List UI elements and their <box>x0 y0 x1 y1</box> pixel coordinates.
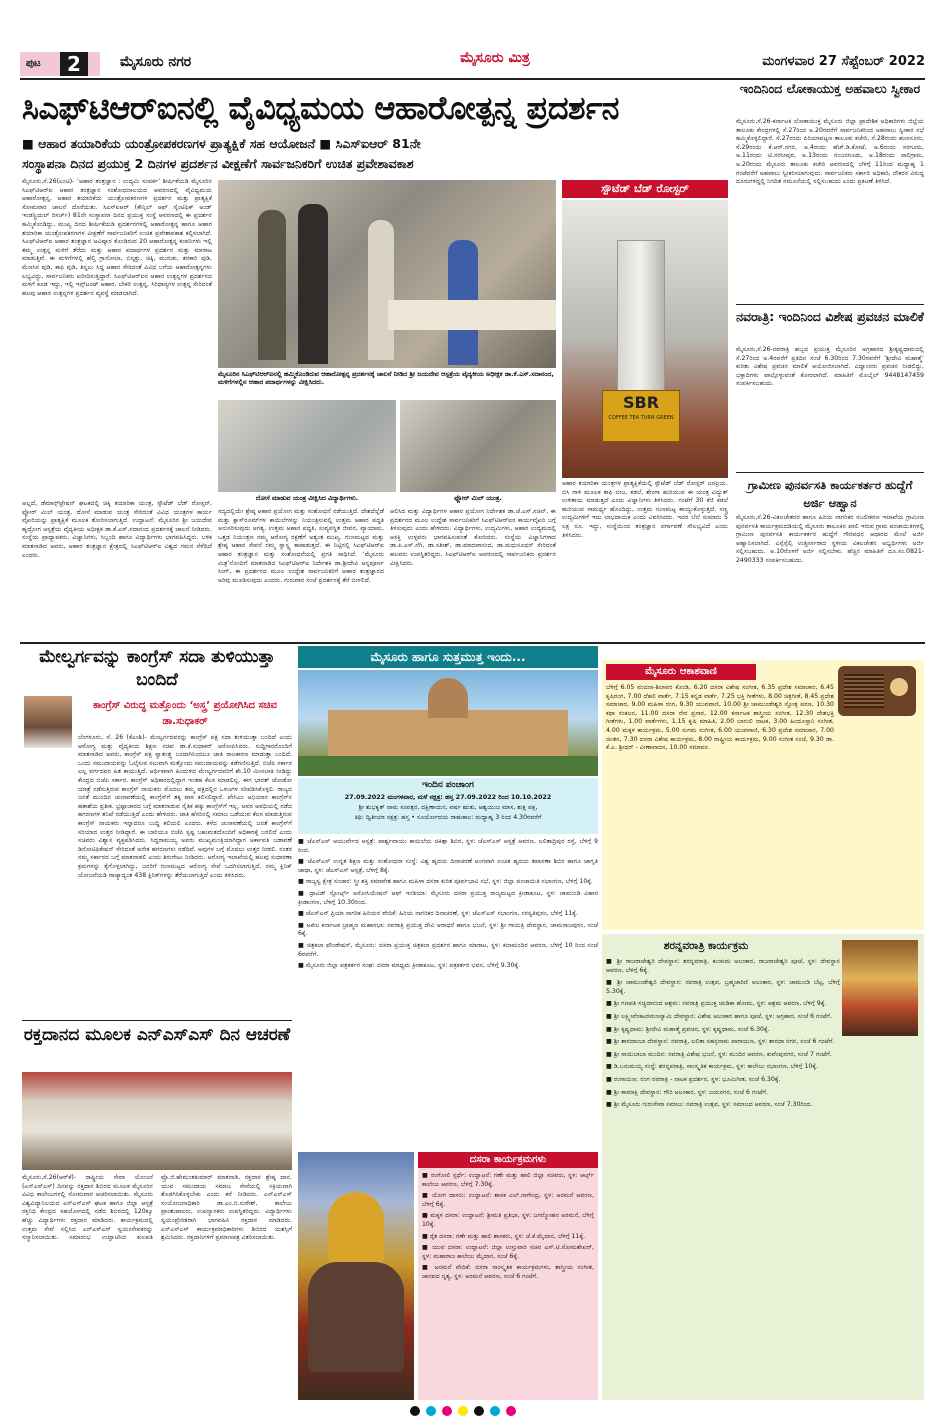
reg-mark <box>410 1406 420 1416</box>
temple-item: ■ ಶ್ರೀ ಚಾಮುಂಡೇಶ್ವರಿ ದೇವಸ್ಥಾನ: ನವರಾತ್ರಿ ಉತ್ಸವ, ಬ್ರಹ್ಮಚಾರಿಣಿ ಅಲಂಕಾರ, ಸ್ಥಳ: ಚಾಮುಂಡಿ ಬೆಟ್ಟ, ಬೆಳಿಗ್ಗೆ 5.30ಕ್ಕೆ. <box>606 979 840 995</box>
flour-mill-photo <box>400 400 556 492</box>
radio-dial <box>890 678 908 696</box>
panchanga-line-2: ಶ್ರೀ ಶುಭಕೃತ್ ನಾಮ ಸಂವತ್ಸರ, ದಕ್ಷಿಣಾಯನ, ವರ್ಷ ಋತು, ಆಶ್ವಯುಜ ಮಾಸ, ಶುಕ್ಲ ಪಕ್ಷ, <box>358 804 538 811</box>
roaster-brand-sub: COFFEE TEA TURN GREEN <box>608 415 674 421</box>
minister-photo <box>24 696 72 748</box>
event-item: ■ ಜೆಎಸ್‌ಎಸ್ ಉನ್ನತ ಶಿಕ್ಷಣ ಮತ್ತು ಸಂಶೋಧನಾ ಸಂಸ್ಥೆ: ವಿಶ್ವ ಹೃದಯ ದಿನಾಚರಣೆ ಅಂಗವಾಗಿ ಉಚಿತ ಹೃದಯ ತಪಾಸಣಾ ಶಿಬಿರ ಹಾಗೂ ಜಾಗೃತಿ ಜಾಥಾ, ಸ್ಥಳ: ಜೆಎಸ್‌ಎಸ್ ಆಸ್ಪತ್ರೆ, ಬೆಳಿಗ್ಗೆ 8ಕ್ಕೆ. <box>298 858 598 874</box>
temple-item: ■ ಶ್ರೀ ಶಾರದಾಂಬಾ ದೇವಸ್ಥಾನ: ನವರಾತ್ರಿ, ಲಲಿತಾ ಸಹಸ್ರನಾಮ ಪಾರಾಯಣ, ಸ್ಥಳ: ಶಾರದಾ ನಗರ, ಸಂಜೆ 6 ಗಂಟೆಗೆ. <box>606 1038 835 1046</box>
paper-name: ಮೈಸೂರು ಮಿತ್ರ <box>460 50 530 66</box>
temple-item: ■ ಡಿ.ಬನುಮಯ್ಯ ಸಂಸ್ಥೆ: ಶರನ್ನವರಾತ್ರಿ, ಸಾಂಸ್ಕೃತಿಕ ಕಾರ್ಯಕ್ರಮ, ಸ್ಥಳ: ಕಾಲೇಜು ಸಭಾಂಗಣ, ಬೆಳಿಗ್ಗೆ 10ಕ್ಕೆ. <box>606 1063 818 1071</box>
reg-mark <box>490 1406 500 1416</box>
temple-item: ■ ಶ್ರೀ ಕೃಷ್ಣಧಾಮ: ಶ್ರೀದೇವಿ ಮಹಾತ್ಮೆ ಪ್ರವಚನ, ಸ್ಥಳ: ಕೃಷ್ಣಧಾಮ, ಸಂಜೆ 6.30ಕ್ಕೆ. <box>606 1025 770 1033</box>
event-item: ■ ಅಖಿಲ ಕರ್ನಾಟಕ ಬ್ರಾಹ್ಮಣ ಮಹಾಸಭಾ: ನವರಾತ್ರಿ ಪ್ರಯುಕ್ತ ದೇವಿ ಆರಾಧನೆ ಹಾಗೂ ಭಜನೆ, ಸ್ಥಳ: ಶ್ರೀ ಗಾಯತ್ರಿ ದೇವಸ್ಥಾನ, ಚಾಮರಾಜಪುರಂ, ಸಂಜೆ 6ಕ್ಕೆ. <box>298 921 598 938</box>
lead-body-col2: ಅಲ್ಲದೆ, ಡೆಮಾನ್ಸ್‌ಟ್ರೇಷನ್ ಘಟಕದಲ್ಲಿ ಚಿಕ್ಕಿ ತಯಾರಿಕಾ ಯಂತ್ರ, ಸ್ಪೌಟೆಡ್ ಬೆಡ್ ರೋಸ್ಟರ್, ಫ್ಲೋರ್ ಮಿಲ್ ಯಂತ್ರ, ದೋಸೆ ಮಾಡುವ ಯಂತ್ರ ಸೇರಿದಂತೆ ವಿವಿಧ ಯಂತ್ರಗಳ ಕಾರ್ಯ ವೈಖರಿಯನ್ನು ಪ್ರಾತ್ಯಕ್ಷಿಕೆ ಮೂಲಕ ತೋರಿಸಲಾಗುತ್ತಿದೆ. ಉದ್ಘಾಟನೆ: ಮೈಸೂರಿನ ಶ್ರೀ ಜಯದೇವ ಹೃದ್ರೋಗ ಆಸ್ಪತ್ರೆಯ ವೈದ್ಯಕೀಯ ಅಧೀಕ್ಷಕ ಡಾ.ಕೆ.ಎಸ್.ಸದಾನಂದ ಪ್ರದರ್ಶನಕ್ಕೆ ಚಾಲನೆ ನೀಡಿದರು. ಸಂಸ್ಥೆಯ ಪ್ರಾಧ್ಯಾಪಕರು, ವಿಜ್ಞಾನಿಗಳು, ಸಿಬ್ಬಂದಿ ಹಾಗೂ ವಿದ್ಯಾರ್ಥಿಗಳು ಭಾಗವಹಿಸಿದ್ದರು. ಬಳಿಕ ಮಾತನಾಡಿದ ಅವರು, ಆಹಾರ ತಂತ್ರಜ್ಞಾನ ಕ್ಷೇತ್ರದಲ್ಲಿ ಸಿಎಫ್‌ಟಿಆರ್‌ಐ ವಿಶ್ವದ ಗಮನ ಸೆಳೆದಿದೆ ಎಂದರು. <box>22 500 212 559</box>
temple-item: ■ ಶ್ರೀ ಲಕ್ಷ್ಮೀವೆಂಕಟರಮಣಸ್ವಾಮಿ ದೇವಸ್ಥಾನ: ವಿಶೇಷ ಅಲಂಕಾರ ಹಾಗೂ ಪೂಜೆ, ಸ್ಥಳ: ಅಗ್ರಹಾರ, ಸಂಜೆ 6 ಗಂಟೆಗೆ. <box>606 1012 832 1020</box>
temple-item: ■ ಶ್ರೀ ಸಾಯಿಬಾಬಾ ಮಂದಿರ: ನವರಾತ್ರಿ ವಿಶೇಷ ಭಜನೆ, ಸ್ಥಳ: ಮಂದಿರ ಆವರಣ, ಕುವೆಂಪುನಗರ, ಸಂಜೆ 7 ಗಂಟೆಗೆ. <box>606 1050 832 1058</box>
radio-speaker <box>844 674 884 708</box>
lead-headline: ಸಿಎಫ್‌ಟಿಆರ್‌ಐನಲ್ಲಿ ವೈವಿಧ್ಯಮಯ ಆಹಾರೋತ್ಪನ್ನ ಪ್ರದರ್ಶನ <box>22 89 619 127</box>
nss-headline: ರಕ್ತದಾನದ ಮೂಲಕ ಎನ್‌ಎಸ್‌ಎಸ್ ದಿನ ಆಚರಣೆ <box>23 1025 291 1045</box>
section-name: ಮೈಸೂರು ನಗರ <box>120 54 192 70</box>
dasara-item: ■ ಅರಮನೆ ವೇದಿಕೆ: ದಸರಾ ಸಾಂಸ್ಕೃತಿಕ ಕಾರ್ಯಕ್ರಮಗಳು, ಶಾಸ್ತ್ರೀಯ ಸಂಗೀತ, ಜಾನಪದ ನೃತ್ಯ, ಸ್ಥಳ: ಅರಮನೆ ಆವರಣ, ಸಂಜೆ 6 ಗಂಟೆಗೆ. <box>422 1264 594 1280</box>
lead-body-col4: ಆಲಿಸಿದ ಮತ್ತು ವಿದ್ಯಾರ್ಥಿಗಳ ಆಹಾರ ಪ್ರಯೋಗ ನಿರ್ದೇಶಕ ಡಾ.ಜೆ.ಎಸ್.ಸಚಿನ್, ಈ ಪ್ರದರ್ಶನದ ಮೂಲ ಉದ್ದೇಶ ಸಾರ್ವಜನಿಕರಿಗೆ ಸಿಎಫ್‌ಟಿಆರ್‌ಐನ ಕಾರ್ಯವೈಖರಿ ಬಗ್ಗೆ ತಿಳಿಸುವುದು ಎಂದು ಹೇಳಿದರು. ವಿದ್ಯಾರ್ಥಿಗಳು, ಉದ್ಯಮಿಗಳು, ಆಹಾರ ಉದ್ಯಮದಲ್ಲಿ ಆಸಕ್ತಿ ಉಳ್ಳವರು ಭಾಗವಹಿಸುವಂತೆ ಕೋರಿದರು. ಸಂಸ್ಥೆಯ ವಿಜ್ಞಾನಿಗಳಾದ ಡಾ.ಪಿ.ಎಸ್.ನೆಗಿ, ಡಾ.ಸತೀಶ್, ಡಾ.ಮಾದವಾನಂದ, ಡಾ.ಮಧುಸೂಧನ್ ಸೇರಿದಂತೆ ಹಲವರು ಉಪಸ್ಥಿತರಿದ್ದರು. ಸಿಎಫ್‌ಟಿಆರ್‌ಐ ಆವರಣದಲ್ಲಿ ಸಾರ್ವಜನಿಕರು ಪ್ರದರ್ಶನ ವೀಕ್ಷಿಸಿದರು. <box>390 508 556 567</box>
radio-body: ಬೆಳಿಗ್ಗೆ 6.05 ವಂದನಾ-ಶಿಲಾವರ ಕೊಂಡಿ, 6.20 ದಸರಾ ವಿಶೇಷ ಸಂಗೀತ, 6.35 ಪ್ರದೇಶ ಸಮಾಚಾರ, 6.45 ಕೃಷಿರಂಗ, 7.00 ದೆಹಲಿ ವಾರ್ತೆ, 7.15 ಕನ್ನಡ ವಾರ್ತೆ, 7.25 ಭಕ್ತಿ ಗೀತೆಗಳು, 8.00 ಚಿತ್ರಗೀತೆ, 8.45 ಪ್ರದೇಶ ಸಮಾಚಾರ, 9.00 ಮಹಿಳಾ ರಂಗ, 9.30 ಯುವವಾಣಿ, 10.00 ಶ್ರೀ ಚಾಮುಂಡೇಶ್ವರಿ ಸ್ತೋತ್ರ ಪಠಣ, 10.30 ಕಥಾ ಸಂಕಲನ, 11.00 ದಸರಾ ನೇರ ಪ್ರಸಾರ, 12.00 ಕರ್ನಾಟಕ ಶಾಸ್ತ್ರೀಯ ಸಂಗೀತ, 12.30 ದೇಶಭಕ್ತಿ ಗೀತೆಗಳು, 1.00 ವಾರ್ತೆಗಳು, 1.15 ಕೃಷಿ ಮಾಹಿತಿ, 2.00 ಬಾನುಲಿ ನಾಟಕ, 3.00 ಹಿಂದೂಸ್ತಾನಿ ಸಂಗೀತ, 4.00 ಮಕ್ಕಳ ಕಾರ್ಯಕ್ರಮ, 5.00 ಸುಗಮ ಸಂಗೀತ, 6.00 ಯುವವಾಣಿ, 6.30 ಪ್ರದೇಶ ಸಮಾಚಾರ, 7.00 ಚಿಂತನ, 7.30 ದಸರಾ ವಿಶೇಷ ಕಾರ್ಯಕ್ರಮ, 8.00 ರಾಷ್ಟ್ರೀಯ ಕಾರ್ಯಕ್ರಮ, 9.00 ಸಂಗೀತ ಸಂಜೆ, 9.30 ಡಾ. ಕೆ.ಎ. ಶ್ರೀಧರ್ - ವೀಣಾವಾದನ, 10.00 ಸಮಾಪನ. <box>606 684 834 752</box>
panchanga-line-1: 27.09.2022 ಮಂಗಳವಾರ, ಮಳೆ ನಕ್ಷತ್ರ: ಹಸ್ತ 27.09.2022 ರಿಂದ 10.10.2022 <box>344 793 552 801</box>
temple-items <box>606 958 920 1398</box>
temple-title: ಶರನ್ನವರಾತ್ರಿ ಕಾರ್ಯಕ್ರಮ <box>663 940 749 952</box>
lead-subhead-1: ■ ಆಹಾರ ತಯಾರಿಕೆಯ ಯಂತ್ರೋಪಕರಣಗಳ ಪ್ರಾತ್ಯಕ್ಷಿಕೆ ಸಹ ಆಯೋಜನೆ ■ ಸಿಎಸ್‌ಐಆರ್ 81ನೇ <box>22 136 421 151</box>
roaster-box <box>562 180 728 638</box>
temple-item: ■ ಶ್ರೀ ರಾಜರಾಜೇಶ್ವರಿ ದೇವಸ್ಥಾನ: ಶರನ್ನವರಾತ್ರಿ, ಕುಂಕುಮ ಅಲಂಕಾರ, ರಾಜರಾಜೇಶ್ವರಿ ಪೂಜೆ, ಸ್ಥಳ: ದೇವಸ್ಥಾನ ಆವರಣ, ಬೆಳಿಗ್ಗೆ 6ಕ್ಕೆ. <box>606 958 840 974</box>
congress-headline: ಮೇಲ್ವರ್ಗವನ್ನು ಕಾಂಗ್ರೆಸ್ ಸದಾ ತುಳಿಯುತ್ತಾ ಬಂದಿದೆ <box>39 647 275 690</box>
panchanga-title: ಇಂದಿನ ಪಂಚಾಂಗ <box>422 780 474 790</box>
dasara-item: ■ ರಂಗೋಲಿ ಸ್ಪರ್ಧೆ: ಉದ್ಘಾಟನೆ: ಗಣೇ ಮತ್ತು ಹಾಲಿ ಜಿಲ್ಲಾ ಸಚಿವರು, ಸ್ಥಳ: ಆರ್ಟ್ಸ್ ಕಾಲೇಜು ಆವರಣ, ಬೆಳಿಗ್ಗೆ 7.30ಕ್ಕೆ. <box>422 1172 594 1188</box>
navaratri-headline: ನವರಾತ್ರಿ: ಇಂದಿನಿಂದ ವಿಶೇಷ ಪ್ರವಚನ ಮಾಲಿಕೆ <box>736 309 924 324</box>
dasara-title: ದಸರಾ ಕಾರ್ಯಕ್ರಮಗಳು <box>418 1152 598 1168</box>
lokayukta-story <box>736 76 924 300</box>
dosa-machine-photo <box>218 400 396 492</box>
today-banner: ಮೈಸೂರು ಹಾಗೂ ಸುತ್ತಮುತ್ತ ಇಂದು... <box>298 646 598 668</box>
page-number-badge <box>20 52 100 76</box>
right-rule-1 <box>736 304 924 305</box>
page-no: 2 <box>60 52 88 76</box>
masthead <box>20 48 925 78</box>
dasara-item: ■ ಯುವ ದಸರಾ: ಉದ್ಘಾಟನೆ: ಜಿಲ್ಲಾ ಉಸ್ತುವಾರಿ ಸಚಿವ ಎಸ್.ಟಿ.ಸೋಮಶೇಖರ್, ಸ್ಥಳ: ಮಹಾರಾಜ ಕಾಲೇಜು ಮೈದಾನ, ಸಂಜೆ 6ಕ್ಕೆ. <box>422 1244 594 1260</box>
event-item: ■ ಚಿತ್ರಕಲಾ ಫೌಂಡೇಷನ್, ಮೈಸೂರು: ದಸರಾ ಪ್ರಯುಕ್ತ ಚಿತ್ರಕಲಾ ಪ್ರದರ್ಶನ ಹಾಗೂ ಮಾರಾಟ, ಸ್ಥಳ: ಕಲಾಮಂದಿರ ಆವರಣ, ಬೆಳಿಗ್ಗೆ 10 ರಿಂದ ಸಂಜೆ 6ರವರೆಗೆ. <box>298 941 598 958</box>
section-rule <box>20 642 925 644</box>
reg-mark <box>426 1406 436 1416</box>
dasara-elephant <box>308 1262 404 1372</box>
roaster-label: ಸ್ಪೌಟೆಡ್ ಬೆಡ್ ರೋಸ್ಟರ್ <box>562 180 728 198</box>
dasara-items <box>422 1172 594 1400</box>
radio-set-icon <box>838 666 916 716</box>
event-item: ■ ಜೆಎಸ್‌ಎಸ್ ಪ್ರಿಯಾ ನಾಗರಿಕ ಹಿರಿಯರ ವೇದಿಕೆ: ಹಿರಿಯ ನಾಗರಿಕರ ದಿನಾಚರಣೆ, ಸ್ಥಳ: ಜೆಎಸ್‌ಎಸ್ ಸಭಾಂಗಣ, ಸರಸ್ವತಿಪುರಂ, ಬೆಳಿಗ್ಗೆ 11ಕ್ಕೆ. <box>298 910 578 918</box>
temple-item: ■ ಶ್ರೀ ಮೈಸೂರು ಗುರುಸೇವಾ ಸಮಾಜ: ನವರಾತ್ರಿ ಉತ್ಸವ, ಸ್ಥಳ: ಸಮಾಜದ ಆವರಣ, ಸಂಜೆ 7.30ರಿಂದ. <box>606 1101 813 1109</box>
lokayukta-headline: ಇಂದಿನಿಂದ ಲೋಕಾಯುಕ್ತ ಅಹವಾಲು ಸ್ವೀಕಾರ <box>739 81 921 96</box>
right-rule-2 <box>736 472 924 473</box>
temple-item: ■ ರಂಗಾಯಣ: ರಂಗ ನವರಾತ್ರಿ - ನಾಟಕ ಪ್ರದರ್ಶನ, ಸ್ಥಳ: ಭೂಮಿಗೀತ, ಸಂಜೆ 6.30ಕ್ಕೆ. <box>606 1075 781 1083</box>
dasara-box <box>418 1152 598 1400</box>
temple-item: ■ ಶ್ರೀ ಕಾಮಾಕ್ಷಿ ದೇವಸ್ಥಾನ: ಗೌರಿ ಅಲಂಕಾರ, ಸ್ಥಳ: ಜಯನಗರ, ಸಂಜೆ 6 ಗಂಟೆಗೆ. <box>606 1088 768 1096</box>
dasara-item: ■ ಮಕ್ಕಳ ದಸರಾ: ಉದ್ಘಾಟನೆ: ಶ್ರೀಮತಿ ಪ್ರತಿಭಾ, ಸ್ಥಳ: ಜಗನ್ಮೋಹನ ಅರಮನೆ, ಬೆಳಿಗ್ಗೆ 10ಕ್ಕೆ. <box>422 1212 594 1228</box>
radio-title: ಮೈಸೂರು ಆಕಾಶವಾಣಿ <box>606 664 756 680</box>
dasara-item: ■ ಯೋಗ ದಾಸರು: ಉದ್ಘಾಟನೆ: ಶಾಸಕ ಎಲ್.ನಾಗೇಂದ್ರ, ಸ್ಥಳ: ಅರಮನೆ ಆವರಣ, ಬೆಳಿಗ್ಗೆ 6ಕ್ಕೆ. <box>422 1192 594 1208</box>
roaster-photo <box>562 200 728 478</box>
lokayukta-body: ಮೈಸೂರು,ಸೆ.26-ಕರ್ನಾಟಕ ಲೋಕಾಯುಕ್ತ ಮೈಸೂರು ಜಿಲ್ಲಾ ಪ್ರಾದೇಶಿಕ ಅಧಿಕಾರಿಗಳು ಜಿಲ್ಲೆಯ ತಾಲೂಕು ಕೇಂದ್ರಗಳಲ್ಲಿ ಸೆ.27ರಿಂದ ಅ.20ರವರೆಗೆ ಸಾರ್ವಜನಿಕರಿಂದ ಅಹವಾಲು ಸ್ವೀಕಾರ ಸಭೆ ಹಮ್ಮಿಕೊಳ್ಳಲಿದ್ದಾರೆ. ಸೆ.27ರಂದು ಪಿರಿಯಾಪಟ್ಟಣ ತಾಲೂಕು ಕಚೇರಿ, ಸೆ.28ರಂದು ಹುಣಸೂರು, ಸೆ.29ರಂದು ಕೆ.ಆರ್.ನಗರ, ಅ.4ರಂದು ಹೆಚ್.ಡಿ.ಕೋಟೆ, ಅ.6ರಂದು ಸರಗೂರು, ಅ.11ರಂದು ಟಿ.ನರಸೀಪುರ, ಅ.13ರಂದು ನಂಜನಗೂಡು, ಅ.18ರಂದು ಸಾಲಿಗ್ರಾಮ, ಅ.20ರಂದು ಮೈಸೂರು ತಾಲೂಕು ಕಚೇರಿ ಆವರಣದಲ್ಲಿ ಬೆಳಿಗ್ಗೆ 11ರಿಂದ ಮಧ್ಯಾಹ್ನ 1 ಗಂಟೆವರೆಗೆ ಅಹವಾಲು ಸ್ವೀಕರಿಸಲಾಗುವುದು. ಸಾರ್ವಜನಿಕರು ಸರ್ಕಾರಿ ಅಧಿಕಾರಿ, ನೌಕರರ ವಿರುದ್ಧ ದೂರುಗಳಿದ್ದಲ್ಲಿ ನಿಗದಿತ ನಮೂನೆಯಲ್ಲಿ ಸಲ್ಲಿಸಬಹುದು ಎಂದು ಪ್ರಕಟಣೆ ತಿಳಿಸಿದೆ. <box>736 118 924 186</box>
photo-figure-1 <box>258 210 286 360</box>
palace-dome <box>428 678 468 718</box>
panchanga-line-3: ತಿಥಿ: ದ್ವಿತೀಯಾ ನಕ್ಷತ್ರ: ಹಸ್ತ • ಸೂರ್ಯೋದಯ ರಾಹುಕಾಲ: ಮಧ್ಯಾಹ್ನ 3 ರಿಂದ 4.30ರವರೆಗೆ <box>354 814 542 821</box>
lead-subhead-2: ಸಂಸ್ಥಾಪನಾ ದಿನದ ಪ್ರಯುಕ್ತ 2 ದಿನಗಳ ಪ್ರದರ್ಶನ ವೀಕ್ಷಣೆಗೆ ಸಾರ್ವಜನಿಕರಿಗೆ ಉಚಿತ ಪ್ರವೇಶಾವಕಾಶ <box>22 156 414 171</box>
congress-body: ಬೆಂಗಳೂರು, ಸೆ. 26 (ಕೆಎಂಶಿ)- ಮೇಲ್ವರ್ಗದವರನ್ನು ಕಾಂಗ್ರೆಸ್ ಪಕ್ಷ ಸದಾ ತುಳಿಯುತ್ತಾ ಬಂದಿದೆ ಎಂದು ಆರೋಗ್ಯ ಮತ್ತು ವೈದ್ಯಕೀಯ ಶಿಕ್ಷಣ ಸಚಿವ ಡಾ.ಕೆ.ಸುಧಾಕರ್ ಆರೋಪಿಸಿದರು. ಸುದ್ದಿಗಾರರೊಂದಿಗೆ ಮಾತನಾಡಿದ ಅವರು, ಕಾಂಗ್ರೆಸ್ ಪಕ್ಷ ಸ್ವಾತಂತ್ರ್ಯ ಬಂದಾಗಿನಿಂದಲೂ ಜಾತಿ ರಾಜಕಾರಣ ಮಾಡುತ್ತಾ ಬಂದಿದೆ. ಒಂದು ಸಮುದಾಯವನ್ನು ಓಲೈಸುವ ಸಲುವಾಗಿ ಮತ್ತೊಂದು ಸಮುದಾಯವನ್ನು ಕಡೆಗಣಿಸುತ್ತಿದೆ. ಬಿಜೆಪಿ ಸರ್ಕಾರ ಎಲ್ಲ ವರ್ಗದವರ ಹಿತ ಕಾಯುತ್ತಿದೆ. ಆರ್ಥಿಕವಾಗಿ ಹಿಂದುಳಿದ ಮೇಲ್ವರ್ಗದವರಿಗೆ ಶೇ.10 ಮೀಸಲಾತಿ ನೀಡಿದ್ದು ಕೇಂದ್ರದ ಬಿಜೆಪಿ ಸರ್ಕಾರ. ಕಾಂಗ್ರೆಸ್ ಅಧಿಕಾರದಲ್ಲಿದ್ದಾಗ ಇಂತಹ ಕೆಲಸ ಮಾಡಲಿಲ್ಲ. ಈಗ ಭಾರತ್ ಜೋಡೋ ಯಾತ್ರೆ ನಡೆಸುತ್ತಿರುವ ಕಾಂಗ್ರೆಸ್ ನಾಯಕರು ಮೊದಲು ತಮ್ಮ ಪಕ್ಷದಲ್ಲಿನ ಒಳಜಗಳ ಸರಿಪಡಿಸಿಕೊಳ್ಳಲಿ. ರಾಜ್ಯದ ಜನತೆ ಮುಂದಿನ ಚುನಾವಣೆಯಲ್ಲಿ ಕಾಂಗ್ರೆಸ್‌ಗೆ ತಕ್ಕ ಪಾಠ ಕಲಿಸಲಿದ್ದಾರೆ. ಪೇಸಿಎಂ ಅಭಿಯಾನ ಕಾಂಗ್ರೆಸ್‌ನ ಹತಾಶೆಯ ಪ್ರತೀಕ. ಭ್ರಷ್ಟಾಚಾರದ ಬಗ್ಗೆ ಮಾತನಾಡುವ ನೈತಿಕ ಹಕ್ಕು ಕಾಂಗ್ರೆಸ್‌ಗೆ ಇಲ್ಲ. ಅವರ ಅವಧಿಯಲ್ಲಿ ನಡೆದ ಹಗರಣಗಳ ತನಿಖೆ ನಡೆಯುತ್ತಿದೆ ಎಂದು ಹೇಳಿದರು. ಜಾತಿ ಹೆಸರಿನಲ್ಲಿ ಸಮಾಜ ಒಡೆಯುವ ಕೆಲಸ ಮಾಡುತ್ತಿರುವ ಕಾಂಗ್ರೆಸ್ ನಾಯಕರು ಇನ್ನಾದರೂ ಬುದ್ಧಿ ಕಲಿಯಲಿ ಎಂದರು. ಕಳೆದ ಚುನಾವಣೆಯಲ್ಲಿ ಜನತೆ ಕಾಂಗ್ರೆಸ್‌ಗೆ ಸರಿಯಾದ ಉತ್ತರ ನೀಡಿದ್ದಾರೆ. ಈ ಬಾರಿಯೂ ಬಿಜೆಪಿ ಸ್ಪಷ್ಟ ಬಹುಮತದೊಂದಿಗೆ ಅಧಿಕಾರಕ್ಕೆ ಬರಲಿದೆ ಎಂದು ಸಚಿವರು ವಿಶ್ವಾಸ ವ್ಯಕ್ತಪಡಿಸಿದರು. ಸಿದ್ದರಾಮಯ್ಯ ಅವರು ಮುಖ್ಯಮಂತ್ರಿಯಾಗಿದ್ದಾಗ ಅರ್ಕಾವತಿ ಬಡಾವಣೆ ಡಿನೋಟಿಫಿಕೇಷನ್ ಸೇರಿದಂತೆ ಅನೇಕ ಹಗರಣಗಳು ನಡೆದಿವೆ. ಅವುಗಳ ಬಗ್ಗೆ ಮೊದಲು ಉತ್ತರ ನೀಡಲಿ. ನಂತರ ನಮ್ಮ ಸರ್ಕಾರದ ಬಗ್ಗೆ ಮಾತನಾಡಲಿ ಎಂದು ತಿರುಗೇಟು ನೀಡಿದರು. ಆರೋಗ್ಯ ಇಲಾಖೆಯಲ್ಲಿ ಹಲವು ಸುಧಾರಣಾ ಕ್ರಮಗಳನ್ನು ಕೈಗೊಳ್ಳಲಾಗಿದ್ದು, ಜನರಿಗೆ ಗುಣಮಟ್ಟದ ಆರೋಗ್ಯ ಸೇವೆ ಒದಗಿಸಲಾಗುತ್ತಿದೆ. ನಮ್ಮ ಕ್ಲಿನಿಕ್ ಯೋಜನೆಯಡಿ ರಾಜ್ಯಾದ್ಯಂತ 438 ಕ್ಲಿನಿಕ್‌ಗಳನ್ನು ತೆರೆಯಲಾಗುತ್ತಿದೆ ಎಂದು ತಿಳಿಸಿದರು. <box>78 734 292 879</box>
photo-figure-2 <box>298 204 328 364</box>
temple-item: ■ ಶ್ರೀ ಗಣಪತಿ ಸಚ್ಚಿದಾನಂದ ಆಶ್ರಮ: ನವರಾತ್ರಿ ಪ್ರಯುಕ್ತ ಚಂಡಿಕಾ ಹೋಮ, ಸ್ಥಳ: ಆಶ್ರಮ ಆವರಣ, ಬೆಳಿಗ್ಗೆ 9ಕ್ಕೆ. <box>606 1000 827 1008</box>
color-registration-bar <box>410 1406 530 1416</box>
reg-mark <box>442 1406 452 1416</box>
palace-lawn <box>298 756 598 776</box>
roaster-brand-plate <box>602 390 680 442</box>
temple-box <box>602 934 924 1400</box>
event-item: ■ ಮೈಸೂರು ಜಿಲ್ಲಾ ಪತ್ರಕರ್ತರ ಸಂಘ: ದಸರಾ ಮಾಧ್ಯಮ ಕ್ರೀಡಾಕೂಟ, ಸ್ಥಳ: ಪತ್ರಕರ್ತರ ಭವನ, ಬೆಳಿಗ್ಗೆ 9.30ಕ್ಕೆ. <box>298 962 521 970</box>
events-list <box>298 838 598 1148</box>
page-label: ಪುಟ <box>26 58 41 69</box>
rehab-headline: ಗ್ರಾಮೀಣ ಪುನರ್ವಸತಿ ಕಾರ್ಯಕರ್ತರ ಹುದ್ದೆಗೆ ಅರ್ಜಿ ಆಹ್ವಾನ <box>747 478 913 510</box>
panchanga-box <box>298 778 598 834</box>
roaster-brand: SBR <box>622 393 660 412</box>
dasara-howdah <box>328 1192 384 1262</box>
photo-table <box>388 300 556 330</box>
navaratri-story <box>736 308 924 468</box>
reg-mark <box>474 1406 484 1416</box>
palace-photo <box>298 670 598 776</box>
rehab-story <box>736 476 924 638</box>
nss-body: ಮೈಸೂರು,ಸೆ.26(ಆರ್‌ಕೆ)- ರಾಷ್ಟ್ರೀಯ ಸೇವಾ ಯೋಜನೆ (ಎನ್‌ಎಸ್‌ಎಸ್) ದಿನವನ್ನು ರಕ್ತದಾನ ಶಿಬಿರದ ಮೂಲಕ ಮೈಸೂರಿನ ವಿವಿಧ ಕಾಲೇಜುಗಳಲ್ಲಿ ಸೋಮವಾರ ಆಚರಿಸಲಾಯಿತು. ಮೈಸೂರು ವಿಶ್ವವಿದ್ಯಾನಿಲಯದ ಎನ್‌ಎಸ್‌ಎಸ್ ಘಟಕ ಹಾಗೂ ಜಿಲ್ಲಾ ಆಸ್ಪತ್ರೆ ರಕ್ತನಿಧಿ ಕೇಂದ್ರದ ಸಹಯೋಗದಲ್ಲಿ ನಡೆದ ಶಿಬಿರದಲ್ಲಿ 120ಕ್ಕೂ ಹೆಚ್ಚು ವಿದ್ಯಾರ್ಥಿಗಳು ರಕ್ತದಾನ ಮಾಡಿದರು. ಕಾರ್ಯಕ್ರಮದಲ್ಲಿ ಉತ್ತಮ ಸೇವೆ ಸಲ್ಲಿಸಿದ ಎನ್‌ಎಸ್‌ಎಸ್ ಸ್ವಯಂಸೇವಕರನ್ನು ಸನ್ಮಾನಿಸಲಾಯಿತು. ಸಮಾರಂಭ ಉದ್ಘಾಟಿಸಿದ ಕುಲಪತಿ ಪ್ರೊ.ಜಿ.ಹೇಮಂತಕುಮಾರ್ ಮಾತನಾಡಿ, ರಕ್ತದಾನ ಶ್ರೇಷ್ಠ ದಾನ. ಯುವ ಸಮುದಾಯ ಸಮಾಜ ಸೇವೆಯಲ್ಲಿ ಸಕ್ರಿಯವಾಗಿ ತೊಡಗಿಸಿಕೊಳ್ಳಬೇಕು ಎಂದು ಕರೆ ನೀಡಿದರು. ಎನ್‌ಎಸ್‌ಎಸ್ ಸಂಯೋಜನಾಧಿಕಾರಿ ಡಾ.ಎಂ.ಬಿ.ಸುರೇಶ್, ಕಾಲೇಜು ಪ್ರಾಂಶುಪಾಲರು, ಉಪನ್ಯಾಸಕರು ಉಪಸ್ಥಿತರಿದ್ದರು. ವಿದ್ಯಾರ್ಥಿಗಳು ಸ್ವಯಂಪ್ರೇರಿತರಾಗಿ ಭಾಗವಹಿಸಿ ರಕ್ತದಾನ ಮಾಡಿದರು. ಎನ್‌ಎಸ್‌ಎಸ್ ಕಾರ್ಯಕ್ರಮಾಧಿಕಾರಿಗಳು ಶಿಬಿರದ ಯಶಸ್ಸಿಗೆ ಶ್ರಮಿಸಿದರು. ರಕ್ತದಾನಿಗಳಿಗೆ ಪ್ರಮಾಣಪತ್ರ ವಿತರಿಸಲಾಯಿತು. <box>22 1174 292 1242</box>
issue-date: ಮಂಗಳವಾರ 27 ಸೆಪ್ಟೆಂಬರ್ 2022 <box>762 54 925 69</box>
exhibition-photo-caption: ಮೈಸೂರಿನ ಸಿಎಫ್‌ಟಿಆರ್‌ಐನಲ್ಲಿ ಹಮ್ಮಿಕೊಂಡಿರುವ ಆಹಾರೋತ್ಪನ್ನ ಪ್ರದರ್ಶನಕ್ಕೆ ಚಾಲನೆ ನೀಡಿದ ಶ್ರೀ ಜಯದೇವ ಆಸ್ಪತ್ರೆಯ ವೈದ್ಯಕೀಯ ಅಧೀಕ್ಷಕ ಡಾ.ಕೆ.ಎಸ್.ಸದಾನಂದ, ಮಳಿಗೆಗಳಲ್ಲಿನ ಆಹಾರ ಪದಾರ್ಥಗಳನ್ನು ವೀಕ್ಷಿಸಿದರು. <box>218 370 554 387</box>
lead-body-col1: ಮೈಸೂರು,ಸೆ.26(ಎಂಟಿ)- ‘ಆಹಾರ ತಂತ್ರಜ್ಞಾನ : ಉದ್ಯಮಿ ಸಂಪರ್ಕ’ ಶೀರ್ಷಿಕೆಯಡಿ ಮೈಸೂರಿನ ಸಿಎಫ್‌ಟಿಆರ್‌ಐ ಆಹಾರ ತಂತ್ರಜ್ಞಾನ ಸಂಶೋಧನಾಲಯದ ಆವರಣದಲ್ಲಿ ವೈವಿಧ್ಯಮಯ ಆಹಾರೋತ್ಪನ್ನ, ಆಹಾರ ತಯಾರಿಕೆಯ ಯಂತ್ರೋಪಕರಣಗಳ ಪ್ರದರ್ಶನ ಮತ್ತು ಪ್ರಾತ್ಯಕ್ಷಿಕೆ ಸೋಮವಾರ ಚಾಲನೆ ದೊರೆಯಿತು. ಸಿಎಸ್‌ಐಆರ್ (ಕೌನ್ಸಿಲ್ ಆಫ್ ಸೈಂಟಿಫಿಕ್ ಅಂಡ್ ಇಂಡಸ್ಟ್ರಿಯಲ್ ರಿಸರ್ಚ್) 81ನೇ ಸಂಸ್ಥಾಪನಾ ದಿನದ ಪ್ರಯುಕ್ತ ಸಂಸ್ಥೆ ಆವರಣದಲ್ಲಿ ಈ ಪ್ರದರ್ಶನ ಹಮ್ಮಿಕೊಂಡಿದ್ದು, ಮುಖ್ಯ ದಿನದ ಶೀರ್ಷಿಕೆಯಡಿ ಪ್ರದರ್ಶನಗಳಲ್ಲಿ ಆಹಾರೋತ್ಪನ್ನ ಹಾಗೂ ಆಹಾರ ತಯಾರಿಕಾ ಯಂತ್ರೋಪಕರಣಗಳ ವೀಕ್ಷಣೆಗೆ ಸಾರ್ವಜನಿಕರಿಗೆ ಉಚಿತ ಪ್ರವೇಶಾವಕಾಶ ಕಲ್ಪಿಸಲಾಗಿದೆ. ಸಿಎಫ್‌ಟಿಆರ್‌ಐ ಆಹಾರ ತಂತ್ರಜ್ಞಾನ ಅವಿಷ್ಕಾರ ಕೊಂಡಿರುವ 20 ಆಹಾರೋತ್ಪನ್ನ ಕಂಪನಿಗಳು ಇಲ್ಲಿ ತಮ್ಮ ಉತ್ಪನ್ನ ಮಳಿಗೆ ತೆರೆದು ಮತ್ತು ಆಹಾರ ಪದಾರ್ಥಗಳ ಪ್ರದರ್ಶನ ಮತ್ತು ಮಾರಾಟ ಮಾಡುತ್ತಿವೆ. ಈ ಮಳಿಗೆಗಳಲ್ಲಿ ಹೆಲ್ತಿ ಗ್ರಾನೋಲಾ, ಬಿಸ್ಕತ್ತು, ಚಿಕ್ಕಿ, ಮುರುಕು, ತರಕಾರಿ ಪುಡಿ, ಮೆಣಸಿನ ಪುಡಿ, ಕಾಫಿ ಪುಡಿ, ತಿನ್ನಲು ಸಿದ್ಧ ಆಹಾರ ಸೇರಿದಂತೆ ವಿವಿಧ ಬಗೆಯ ಆಹಾರೋತ್ಪನ್ನಗಳು ಲಭ್ಯವಿದ್ದು, ಸಾರ್ವಜನಿಕರು ಖರೀದಿಸುತ್ತಿದ್ದಾರೆ. ಸಿಎಫ್‌ಟಿಆರ್‌ಐನ ಆಹಾರ ಉತ್ಪನ್ನಗಳ ಪ್ರದರ್ಶನದ ಮಳಿಗೆ ಕೂಡ ಇದ್ದು, ಇಲ್ಲಿ ಇನ್ಸ್‌ಟಂಟ್ ಆಹಾರ, ಬೇಕರಿ ಉತ್ಪನ್ನ, ಸಿರಿಧಾನ್ಯಗಳ ಉತ್ಪನ್ನ ಸೇರಿದಂತೆ ಹಲವು ಆಹಾರ ಉತ್ಪನ್ನಗಳ ಪ್ರದರ್ಶನ ವ್ಯವಸ್ಥೆ ಮಾಡಲಾಗಿದೆ. <box>22 178 212 297</box>
nss-photo <box>22 1072 292 1170</box>
nss-story <box>22 1024 292 1400</box>
photo-figure-3 <box>368 220 394 360</box>
dasara-photo <box>298 1152 414 1400</box>
congress-subhead: ಕಾಂಗ್ರೆಸ್ ವಿರುದ್ಧ ಮತ್ತೊಂದು ‘ಅಸ್ತ್ರ’ ಪ್ರಯೋಗಿಸಿದ ಸಚಿವ ಡಾ.ಸುಧಾಕರ್ <box>93 700 277 727</box>
event-item: ■ ರಾಜ್ಯಸ್ವ ಕ್ಷೇತ್ರ ಸಂಚಾರ: ಸ್ತ್ರೀ ಶಕ್ತಿ ಸಮಾವೇಶ ಹಾಗೂ ಮಹಿಳಾ ದಸರಾ ಕುರಿತ ಪೂರ್ವಭಾವಿ ಸಭೆ, ಸ್ಥಳ: ಜಿಲ್ಲಾ ಪಂಚಾಯಿತಿ ಸಭಾಂಗಣ, ಬೆಳಿಗ್ಗೆ 10ಕ್ಕೆ. <box>298 878 593 886</box>
roaster-hopper <box>617 240 665 392</box>
dosa-machine-caption: ದೋಸೆ ಮಾಡುವ ಯಂತ್ರ ವೀಕ್ಷಿಸಿದ ವಿದ್ಯಾರ್ಥಿಗಳು. <box>255 494 359 502</box>
reg-mark <box>506 1406 516 1416</box>
event-item: ■ ದ್ರಾವಿಡ್ ಸ್ಪೋರ್ಟ್ಸ್ ಅಸೋಸಿಯೇಷನ್ ಆಫ್ ಇಂಡಿಯಾ: ಮೈಸೂರು ದಸರಾ ಪ್ರಯುಕ್ತ ರಾಜ್ಯಮಟ್ಟದ ಕ್ರೀಡಾಕೂಟ, ಸ್ಥಳ: ಚಾಮುಂಡಿ ವಿಹಾರ ಕ್ರೀಡಾಂಗಣ, ಬೆಳಿಗ್ಗೆ 10.30ರಿಂದ. <box>298 889 598 906</box>
reg-mark <box>458 1406 468 1416</box>
exhibition-photo <box>218 180 556 368</box>
congress-story <box>22 646 292 1018</box>
lead-body-col3: ಸದ್ಯದಲ್ಲಿಯೇ ಶ್ರೇಷ್ಠ ಆಹಾರ ಪ್ರಯೋಗ ಮತ್ತು ಸಂಶೋಧನೆ ನಡೆಯುತ್ತಿದೆ. ದೇಶದೆಲ್ಲೆಡೆ ಮತ್ತು ಕ್ಲಾಸ್‌ರೂಮ್‌ಗಳ ಕಾಯಿಲೆಗಳನ್ನು ನಿಯಂತ್ರಿಸುವಲ್ಲಿ ಉತ್ತಮ ಆಹಾರ ಪದ್ಧತಿ ಅನುಸರಿಸುವುದು ಅಗತ್ಯ. ಉತ್ತಮ ಆಹಾರ ಪದ್ಧತಿ, ಸುವ್ಯವಸ್ಥಿತ ಜೀವನ, ವ್ಯಾಯಾಮ, ಒತ್ತಡ ನಿಯಂತ್ರಣ ನಮ್ಮ ಆರೋಗ್ಯ ರಕ್ಷಣೆಗೆ ಅತ್ಯಂತ ಮುಖ್ಯ. ಗುಣಮಟ್ಟದ ಮತ್ತು ಶ್ರೇಷ್ಠ ಆಹಾರ ಸೇವನೆ ನಮ್ಮ ಸ್ವಾಸ್ಥ್ಯ ಕಾಪಾಡುತ್ತದೆ. ಈ ನಿಟ್ಟಿನಲ್ಲಿ ಸಿಎಫ್‌ಟಿಆರ್‌ಐ ಆಹಾರ ತಂತ್ರಜ್ಞಾನ ಮತ್ತು ಸಂಶೋಧನೆಯಲ್ಲಿ ಪ್ರಗತಿ ಸಾಧಿಸಿದೆ. ‘ಮೈಸೂರು ಮಿತ್ರ’ನೊಂದಿಗೆ ಮಾತನಾಡಿದ ಸಿಎಫ್‌ಟಿಆರ್‌ಐ ನಿರ್ದೇಶಕಿ ಡಾ.ಶ್ರೀದೇವಿ ಅನ್ನಪೂರ್ಣ ಸಿಂಗ್, ಈ ಪ್ರದರ್ಶನದ ಮೂಲ ಉದ್ದೇಶ ಸಾರ್ವಜನಿಕರಿಗೆ ಆಹಾರ ತಂತ್ರಜ್ಞಾನದ ಅರಿವು ಮೂಡಿಸುವುದು ಎಂದರು. ಗುರುವಾರ ಸಂಜೆ ಪ್ರದರ್ಶನಕ್ಕೆ ತೆರೆ ಬೀಳಲಿದೆ. <box>218 508 384 584</box>
flour-mill-caption: ಫ್ಲೋರ್ ಮಿಲ್ ಯಂತ್ರ. <box>454 494 502 502</box>
radio-box <box>602 660 924 930</box>
rehab-body: ಮೈಸೂರು,ಸೆ.26-ವಿಕಲಚೇತನರ ಹಾಗೂ ಹಿರಿಯ ನಾಗರಿಕರ ಸಬಲೀಕರಣ ಇಲಾಖೆಯ ಗ್ರಾಮೀಣ ಪುನರ್ವಸತಿ ಕಾರ್ಯಕ್ರಮದಡಿಯಲ್ಲಿ ಮೈಸೂರು ತಾಲೂಕಿನ ಖಾಲಿ ಇರುವ ಗ್ರಾಮ ಪಂಚಾಯಿತಿಗಳಲ್ಲಿ ಗ್ರಾಮೀಣ ಪುನರ್ವಸತಿ ಕಾರ್ಯಕರ್ತರ ಹುದ್ದೆಗೆ ಗೌರವಧನ ಆಧಾರದ ಮೇಲೆ ಅರ್ಜಿ ಆಹ್ವಾನಿಸಲಾಗಿದೆ. ಎಸ್ಸೆಸ್ಸೆಲ್ಸಿ ಉತ್ತೀರ್ಣರಾದ ಸ್ಥಳೀಯ ವಿಕಲಚೇತನ ಅಭ್ಯರ್ಥಿಗಳು ಅರ್ಜಿ ಸಲ್ಲಿಸಬಹುದು. ಅ.10ರೊಳಗೆ ಅರ್ಜಿ ಸಲ್ಲಿಸಬೇಕು. ಹೆಚ್ಚಿನ ಮಾಹಿತಿಗೆ ದೂ.ಸಂ.0821-2490333 ಸಂಪರ್ಕಿಸಬಹುದು. <box>736 514 924 564</box>
navaratri-body: ಮೈಸೂರು,ಸೆ.26-ನವರಾತ್ರಿ ಹಬ್ಬದ ಪ್ರಯುಕ್ತ ಮೈಸೂರಿನ ಅಗ್ರಹಾರದ ಶ್ರೀಕೃಷ್ಣಧಾಮದಲ್ಲಿ ಸೆ.27ರಿಂದ ಅ.4ರವರೆಗೆ ಪ್ರತಿದಿನ ಸಂಜೆ 6.30ರಿಂದ 7.30ರವರೆಗೆ ‘ಶ್ರೀದೇವಿ ಮಹಾತ್ಮೆ’ ಕುರಿತು ವಿಶೇಷ ಪ್ರವಚನ ಮಾಲಿಕೆ ಆಯೋಜಿಸಲಾಗಿದೆ. ವಿದ್ವಾಂಸರು ಪ್ರವಚನ ನೀಡಲಿದ್ದು, ಭಕ್ತಾದಿಗಳು ಪಾಲ್ಗೊಳ್ಳುವಂತೆ ಕೋರಲಾಗಿದೆ. ಮಾಹಿತಿಗೆ ಮೊಬೈಲ್ 9448147459 ಸಂಪರ್ಕಿಸಬಹುದು. <box>736 346 924 388</box>
roaster-caption: ಆಹಾರ ತಯಾರಿಕಾ ಯಂತ್ರಗಳ ಪ್ರಾತ್ಯಕ್ಷಿಕೆಯಲ್ಲಿ ಸ್ಪೌಟೆಡ್ ಬೆಡ್ ರೋಸ್ಟರ್ ಜನಪ್ರಿಯ. ಬಿಸಿ ಗಾಳಿ ಮೂಲಕ ಕಾಫಿ ಬೀಜ, ಕಡಲೆ, ಶೇಂಗಾ ಹುರಿಯುವ ಈ ಯಂತ್ರ ವಿದ್ಯುತ್ ಉಳಿತಾಯ ಮಾಡುತ್ತದೆ ಎಂದು ವಿಜ್ಞಾನಿಗಳು ತಿಳಿಸಿದರು. ಗಂಟೆಗೆ 30 ಕೆಜಿ ಕಡಲೆ ಹುರಿಯುವ ಸಾಮರ್ಥ್ಯ ಹೊಂದಿದ್ದು, ಉತ್ತಮ ಗುಣಮಟ್ಟ ಕಾಯ್ದುಕೊಳ್ಳುತ್ತದೆ. ಸಣ್ಣ ಉದ್ಯಮಿಗಳಿಗೆ ಇದು ಲಾಭದಾಯಕ ಎಂದು ವಿವರಿಸಿದರು. ಇದರ ಬೆಲೆ ಸುಮಾರು 5 ಲಕ್ಷ ರೂ. ಇದ್ದು, ಸಂಸ್ಥೆಯಿಂದ ತಂತ್ರಜ್ಞಾನ ವರ್ಗಾವಣೆ ಸೌಲಭ್ಯವಿದೆ ಎಂದು ತಿಳಿಸಿದರು. <box>562 480 728 539</box>
congress-rule <box>22 1020 292 1021</box>
dasara-item: ■ ರೈತ ದಸರಾ: ಗಣೇ ಮತ್ತು ಹಾಲಿ ಶಾಸಕರು, ಸ್ಥಳ: ಜೆ.ಕೆ.ಮೈದಾನ, ಬೆಳಿಗ್ಗೆ 11ಕ್ಕೆ. <box>422 1232 586 1240</box>
event-item: ■ ಜೆಎಸ್‌ಎಸ್ ಆಯುರ್ವೇದ ಆಸ್ಪತ್ರೆ: ಪಾರ್ಶ್ವವಾಯು ಕಾಯಿಲೆಯ ಚಿಕಿತ್ಸಾ ಶಿಬಿರ, ಸ್ಥಳ: ಜೆಎಸ್‌ಎಸ್ ಆಸ್ಪತ್ರೆ ಆವರಣ, ಲಲಿತಾದ್ರಿಪುರ ರಸ್ತೆ, ಬೆಳಿಗ್ಗೆ 9 ರಿಂದ. <box>298 838 598 854</box>
